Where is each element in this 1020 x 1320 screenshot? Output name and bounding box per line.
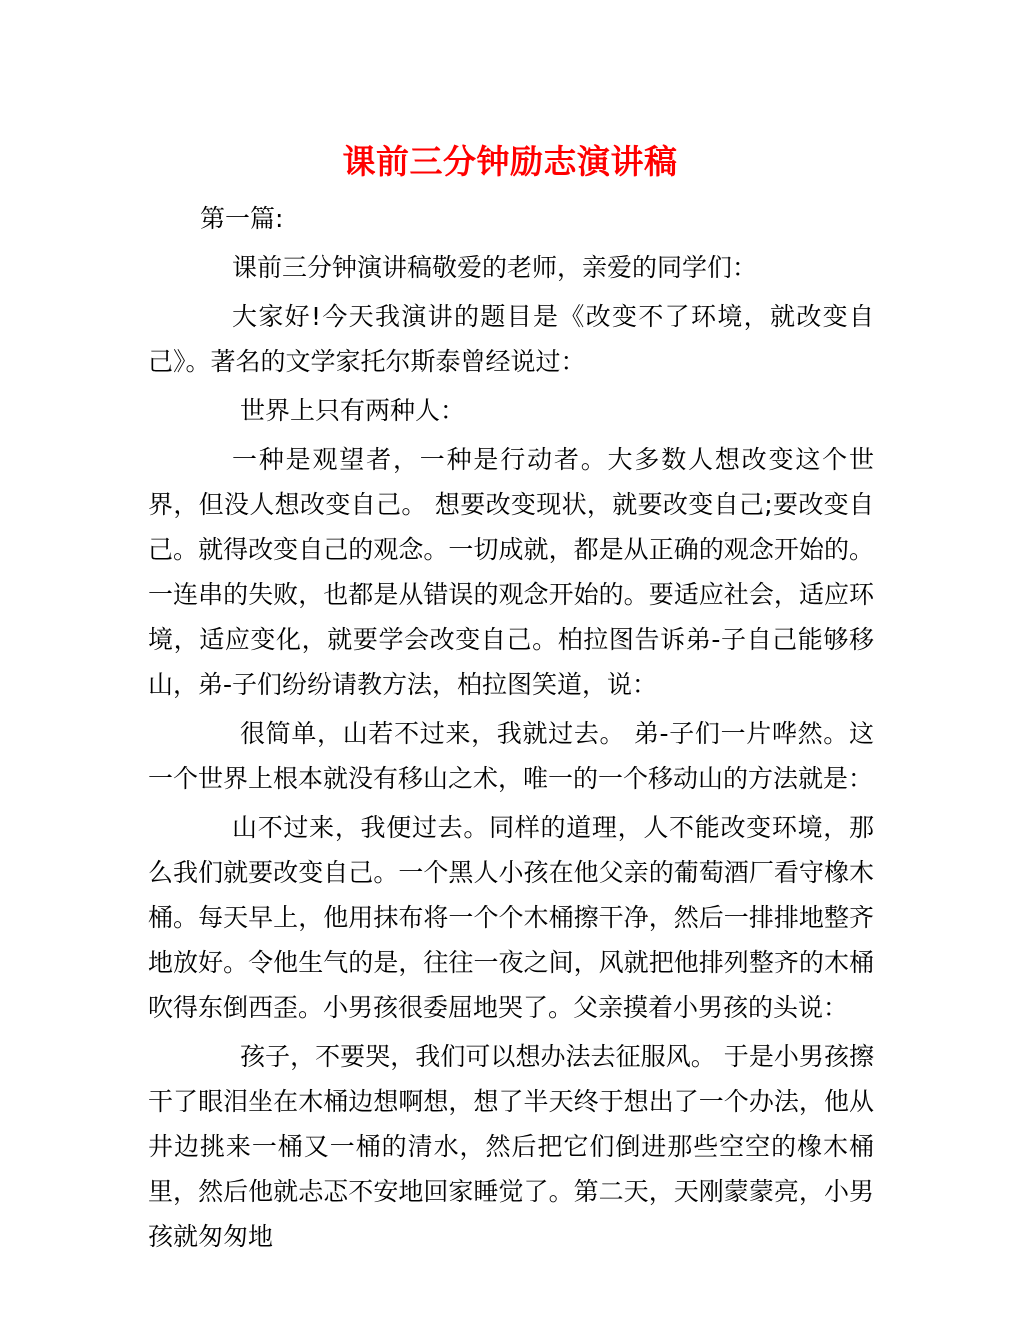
paragraph-section-label: 第一篇:: [200, 204, 284, 233]
document-body: [148, 196, 874, 1259]
paragraph-plato-answer: 很简单，山若不过来，我就过去。 弟-子们一片哗然。这一个世界上根本就没有移山之术，唯一的一个移动山的方法就是：: [148, 719, 874, 793]
paragraph-father-advice: 孩子，不要哭，我们可以想办法去征服风。 于是小男孩擦干了眼泪坐在木桶边想啊想，想了半天终于想出了一个办法，他从井边挑来一桶又一桶的清水，然后把它们倒进那些空空的橡木桶里，然后他就忐忑不安地回家睡觉了。第二天，天刚蒙蒙亮，小男孩就匆匆地: [148, 1042, 874, 1251]
paragraph-change-yourself: 一种是观望者，一种是行动者。大多数人想改变这个世界，但没人想改变自己。 想要改变现状，就要改变自己;要改变自己。就得改变自己的观念。一切成就，都是从正确的观念开始的。一连串的失败，也都是从错误的观念开始的。要适应社会，适应环境，适应变化，就要学会改变自己。柏拉图告诉弟-子自己能够移山，弟-子们纷纷请教方法，柏拉图笑道，说：: [148, 445, 874, 699]
paragraph-topic-announcement: 大家好!今天我演讲的题目是《改变不了环境，就改变自己》。著名的文学家托尔斯泰曾经说过：: [148, 302, 874, 376]
page-title: 课前三分钟励志演讲稿: [342, 142, 678, 182]
paragraph-mountain-parable: 山不过来，我便过去。同样的道理，人不能改变环境，那么我们就要改变自己。一个黑人小孩在他父亲的葡萄酒厂看守橡木桶。每天早上，他用抹布将一个个木桶擦干净，然后一排排地整齐地放好。令他生气的是，往往一夜之间，风就把他排列整齐的木桶吹得东倒西歪。小男孩很委屈地哭了。父亲摸着小男孩的头说：: [148, 813, 874, 1022]
paragraph-greeting: 课前三分钟演讲稿敬爱的老师，亲爱的同学们：: [232, 253, 758, 282]
paragraph-two-kinds-of-people: 世界上只有两种人：: [240, 396, 466, 425]
